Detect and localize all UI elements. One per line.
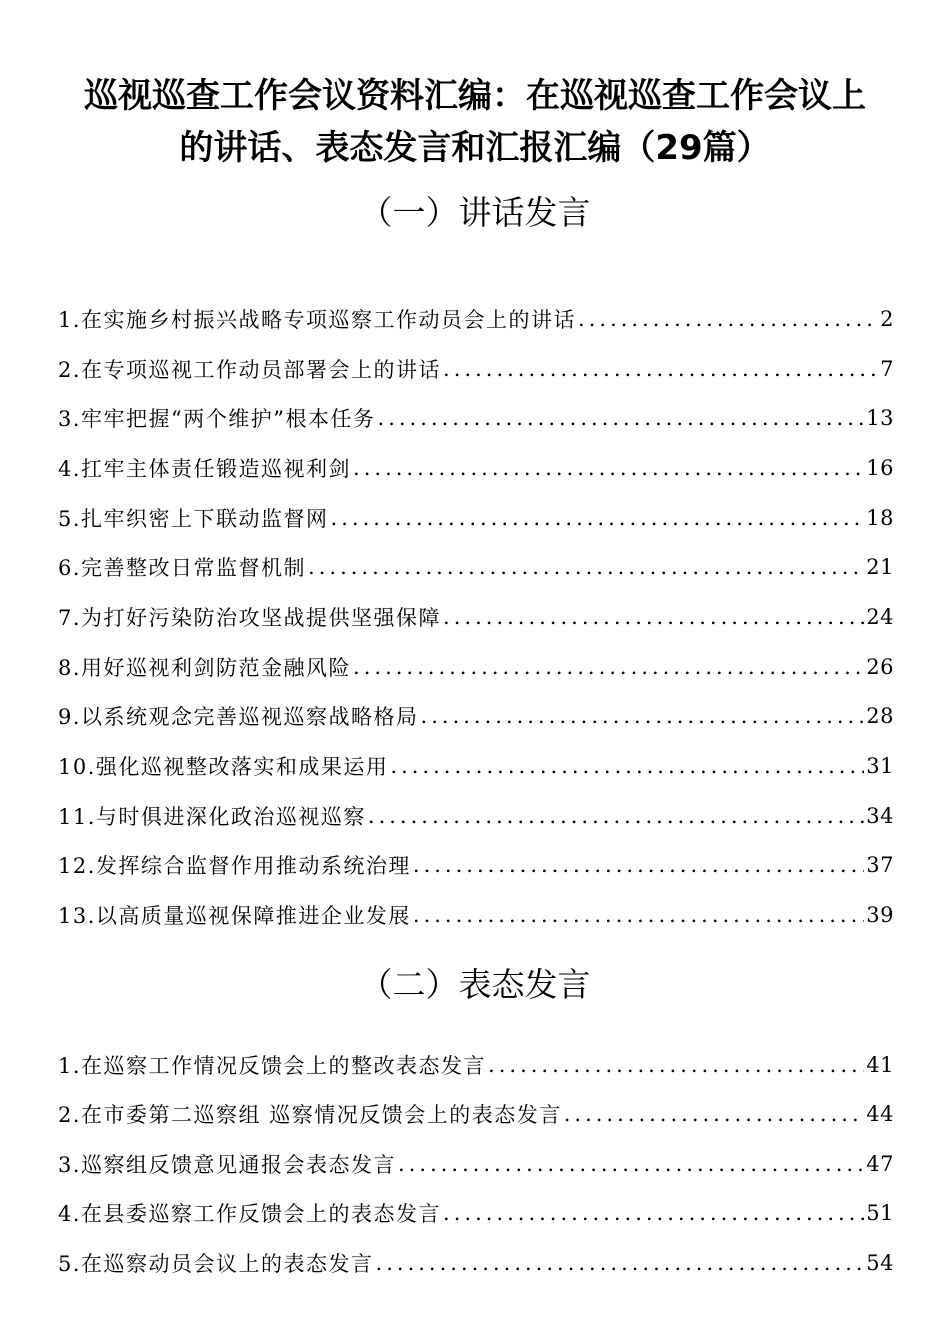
toc-list-statements	[58, 1040, 894, 1288]
toc-entry-title: 13.以高质量巡视保障推进企业发展	[58, 904, 411, 929]
toc-entry[interactable]	[58, 791, 894, 841]
toc-entry-title: 3.巡察组反馈意见通报会表态发言	[58, 1152, 397, 1177]
document-title	[50, 70, 900, 174]
toc-entry-title: 9.以系统观念完善巡视巡察战略格局	[58, 705, 419, 730]
toc-entry-title: 12.发挥综合监督作用推动系统治理	[58, 854, 411, 879]
toc-page-number: 34	[866, 803, 894, 828]
toc-entry-title: 1.在巡察工作情况反馈会上的整改表态发言	[58, 1053, 487, 1078]
toc-dot-leader	[398, 1152, 864, 1176]
toc-entry-title: 6.完善整改日常监督机制	[58, 556, 307, 581]
document-title-line-2: 的讲话、表态发言和汇报汇编（29篇）	[179, 128, 771, 168]
toc-entry[interactable]	[58, 890, 894, 940]
section-heading-statements: （二）表态发言	[359, 965, 591, 1004]
section-heading-speeches: （一）讲话发言	[359, 193, 591, 232]
toc-entry[interactable]	[58, 1090, 894, 1140]
toc-entry[interactable]	[58, 1040, 894, 1090]
toc-entry-title: 8.用好巡视利剑防范金融风险	[58, 655, 352, 680]
toc-page-number: 37	[866, 853, 894, 878]
toc-dot-leader	[488, 1053, 864, 1077]
toc-entry[interactable]	[58, 592, 894, 642]
toc-list-speeches	[58, 294, 894, 940]
toc-dot-leader	[413, 903, 864, 927]
toc-page-number: 7	[880, 356, 894, 381]
toc-page-number: 41	[866, 1052, 894, 1077]
toc-dot-leader	[443, 357, 878, 381]
toc-dot-leader	[564, 1102, 865, 1126]
toc-dot-leader	[353, 456, 864, 480]
toc-entry-title: 10.强化巡视整改落实和成果运用	[58, 755, 389, 780]
toc-entry-title: 4.扛牢主体责任锻造巡视利剑	[58, 456, 352, 481]
toc-entry[interactable]	[58, 443, 894, 493]
toc-page-number: 51	[866, 1201, 894, 1226]
toc-dot-leader	[353, 655, 864, 679]
toc-entry-title: 1.在实施乡村振兴战略专项巡察工作动员会上的讲话	[58, 307, 577, 332]
toc-entry[interactable]	[58, 692, 894, 742]
toc-dot-leader	[308, 555, 864, 579]
toc-page-number: 2	[880, 306, 894, 331]
toc-dot-leader	[368, 804, 864, 828]
toc-dot-leader	[331, 506, 865, 530]
toc-entry[interactable]	[58, 1238, 894, 1288]
toc-page-number: 39	[866, 903, 894, 928]
toc-page-number: 24	[866, 604, 894, 629]
toc-entry-title: 5.扎牢织密上下联动监督网	[58, 506, 329, 531]
toc-dot-leader	[376, 1251, 865, 1275]
toc-dot-leader	[443, 1201, 864, 1225]
toc-entry[interactable]	[58, 344, 894, 394]
toc-page-number: 18	[866, 505, 894, 530]
toc-entry[interactable]	[58, 393, 894, 443]
toc-entry-title: 11.与时俱进深化政治巡视巡察	[58, 804, 366, 829]
toc-entry-title: 4.在县委巡察工作反馈会上的表态发言	[58, 1202, 442, 1227]
document-title-line-1: 巡视巡查工作会议资料汇编：在巡视巡查工作会议上	[84, 76, 866, 116]
toc-entry[interactable]	[58, 493, 894, 543]
toc-page-number: 28	[866, 704, 894, 729]
toc-page-number: 31	[866, 754, 894, 779]
toc-page-number: 44	[866, 1102, 894, 1127]
toc-page-number: 26	[866, 654, 894, 679]
toc-entry[interactable]	[58, 741, 894, 791]
toc-entry[interactable]	[58, 1189, 894, 1239]
toc-page-number: 47	[866, 1151, 894, 1176]
toc-page-number: 13	[866, 406, 894, 431]
toc-dot-leader	[390, 754, 864, 778]
toc-entry-title: 7.为打好污染防治攻坚战提供坚强保障	[58, 605, 442, 630]
toc-entry-title: 3.牢牢把握“两个维护”根本任务	[58, 407, 376, 432]
toc-dot-leader	[421, 704, 865, 728]
toc-dot-leader	[413, 853, 864, 877]
toc-page-number: 16	[866, 455, 894, 480]
toc-dot-leader	[378, 406, 865, 430]
toc-entry[interactable]	[58, 294, 894, 344]
toc-page-number: 54	[866, 1250, 894, 1275]
toc-entry[interactable]	[58, 542, 894, 592]
toc-entry[interactable]	[58, 642, 894, 692]
toc-entry-title: 2.在专项巡视工作动员部署会上的讲话	[58, 357, 442, 382]
toc-dot-leader	[443, 605, 864, 629]
toc-page-number: 21	[866, 555, 894, 580]
toc-dot-leader	[578, 307, 878, 331]
toc-entry-title: 5.在巡察动员会议上的表态发言	[58, 1251, 374, 1276]
toc-entry-title: 2.在市委第二巡察组 巡察情况反馈会上的表态发言	[58, 1103, 562, 1128]
toc-entry[interactable]	[58, 1139, 894, 1189]
toc-entry[interactable]	[58, 841, 894, 891]
